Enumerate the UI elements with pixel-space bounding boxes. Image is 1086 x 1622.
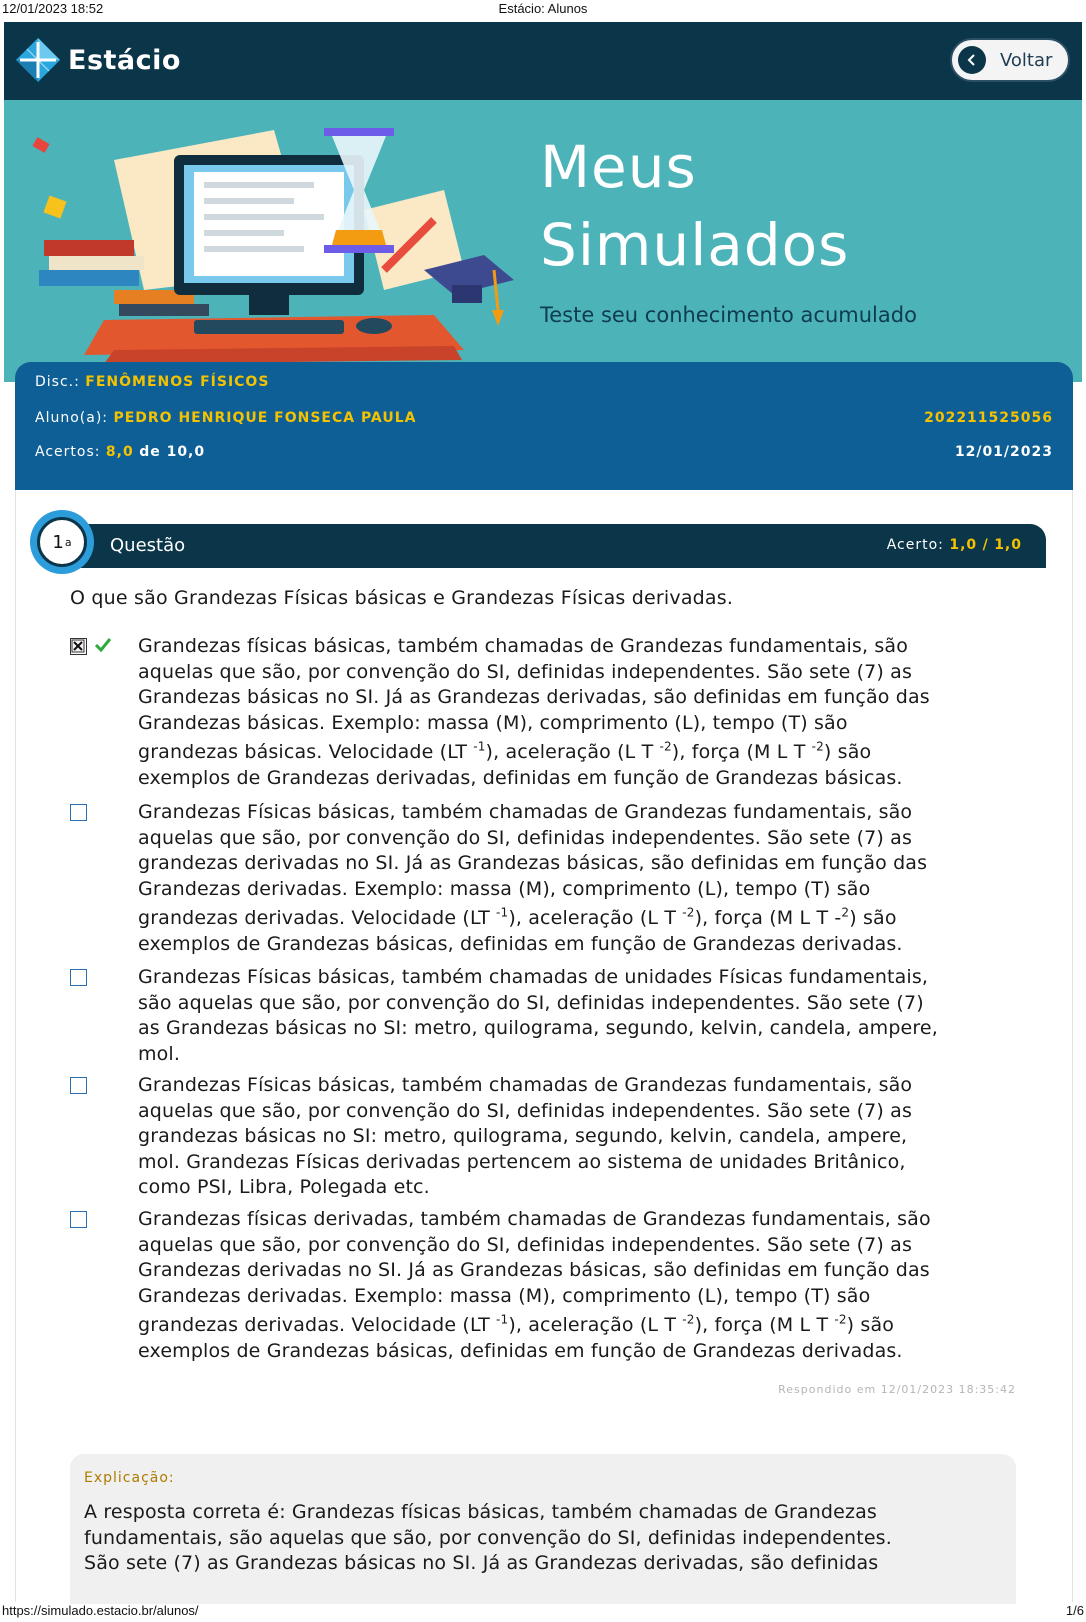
chevron-left-icon [958, 46, 986, 74]
banner-title-line1: Meus [540, 133, 697, 201]
exam-info-panel [15, 362, 1073, 490]
option-line: grandezas derivadas no SI. Já as Grandezas básicas, são definidas em função das [138, 852, 928, 875]
question-number-ordinal: a [64, 535, 72, 549]
explanation-text [84, 1500, 984, 1577]
estacio-logo[interactable] [14, 36, 181, 84]
hits-row [35, 444, 1053, 464]
hits-label: Acertos: [35, 444, 101, 460]
option-line: mol. [138, 1042, 181, 1065]
option-line: Grandezas derivadas. Exemplo: massa (M), comprimento (L), tempo (T) são [138, 877, 871, 900]
discipline-label: Disc.: [35, 374, 80, 390]
correct-check-icon [94, 636, 112, 654]
discipline-value: FENÔMENOS FÍSICOS [85, 374, 270, 390]
back-button[interactable] [950, 38, 1070, 82]
top-bar [4, 22, 1082, 100]
hits-value: 8,0 [105, 444, 134, 460]
checkbox-icon[interactable] [70, 804, 87, 821]
exam-date: 12/01/2023 [954, 444, 1053, 460]
hero-banner [4, 100, 1082, 382]
option-line: Grandezas Físicas básicas, também chamadas de Grandezas fundamentais, são [138, 801, 913, 823]
explanation-line: São sete (7) as Grandezas básicas no SI. Já as Grandezas derivadas, são definidas [84, 1552, 879, 1575]
question-score [887, 537, 1022, 553]
checkbox-icon[interactable] [70, 1211, 87, 1228]
score-value: 1,0 [949, 537, 978, 553]
score-label: Acerto: [886, 537, 944, 553]
study-illustration-icon [24, 120, 524, 370]
discipline-row [35, 374, 1053, 394]
option-line: grandezas básicas no SI: metro, quilograma, segundo, kelvin, candela, ampere, [138, 1125, 908, 1148]
checkbox-icon[interactable] [70, 969, 87, 986]
option-line: como PSI, Libra, Polegada etc. [138, 1176, 430, 1199]
score-total: 1,0 [994, 537, 1022, 553]
answer-option-text [138, 634, 1038, 792]
question-label: Questão [110, 535, 186, 556]
answer-option-text [138, 965, 1038, 1067]
hits-total: de 10,0 [139, 444, 206, 460]
student-label: Aluno(a): [35, 410, 108, 426]
option-line: Grandezas derivadas. Exemplo: massa (M), comprimento (L), tempo (T) são [138, 1284, 871, 1307]
print-footer [0, 1602, 1086, 1622]
estacio-logo-icon [14, 36, 62, 84]
question-header [62, 524, 1046, 568]
option-line: grandezas derivadas. Velocidade (LT $^{-1}$), aceleração (L T $^{-2}$), força (M L T -$^2$) são [138, 906, 897, 930]
option-line: Grandezas físicas derivadas, também chamadas de Grandezas fundamentais, são [138, 1208, 931, 1230]
answer-option-text [138, 800, 1038, 958]
brand-name: Estácio [68, 44, 181, 76]
option-line: são aquelas que são, por convenção do SI, definidas independentes. São sete (7) [138, 991, 924, 1014]
answer-option-text [138, 1073, 1038, 1201]
option-line: Grandezas Físicas básicas, também chamadas de Grandezas fundamentais, são [138, 1074, 913, 1096]
explanation-panel [70, 1454, 1016, 1604]
explanation-line: fundamentais, são aquelas que são, por convenção do SI, definidas independentes. [84, 1526, 892, 1549]
explanation-label: Explicação: [84, 1470, 175, 1486]
explanation-line: A resposta correta é: Grandezas físicas básicas, também chamadas de Grandezas [84, 1501, 877, 1523]
print-page-count: 1/6 [1065, 1603, 1084, 1618]
option-line: aquelas que são, por convenção do SI, definidas independentes. São sete (7) as [138, 826, 913, 849]
option-line: Grandezas básicas. Exemplo: massa (M), comprimento (L), tempo (T) são [138, 711, 848, 734]
option-line: aquelas que são, por convenção do SI, definidas independentes. São sete (7) as [138, 1233, 913, 1256]
banner-title [540, 128, 849, 284]
student-id: 202211525056 [924, 410, 1053, 426]
print-url: https://simulado.estacio.br/alunos/ [2, 1603, 199, 1618]
question-number-value: 1 [52, 531, 64, 553]
selected-checkbox-icon[interactable] [70, 638, 87, 655]
option-line: exemplos de Grandezas básicas, definidas em função de Grandezas derivadas. [138, 1339, 903, 1362]
question-number [37, 517, 87, 567]
print-page-title: Estácio: Alunos [498, 1, 588, 16]
option-line: Grandezas físicas básicas, também chamadas de Grandezas fundamentais, são [138, 635, 908, 657]
student-row [35, 410, 1053, 430]
print-datetime: 12/01/2023 18:52 [2, 1, 104, 16]
option-line: exemplos de Grandezas básicas, definidas em função de Grandezas derivadas. [138, 932, 903, 955]
option-line: exemplos de Grandezas derivadas, definidas em função de Grandezas básicas. [138, 766, 903, 789]
option-line: aquelas que são, por convenção do SI, definidas independentes. São sete (7) as [138, 1099, 913, 1122]
option-line: aquelas que são, por convenção do SI, definidas independentes. São sete (7) as [138, 660, 913, 683]
option-line: Grandezas derivadas no SI. Já as Grandezas básicas, são definidas em função das [138, 1259, 930, 1282]
option-line: mol. Grandezas Físicas derivadas pertencem ao sistema de unidades Britânico, [138, 1150, 906, 1173]
question-text: O que são Grandezas Físicas básicas e Grandezas Físicas derivadas. [70, 587, 734, 609]
option-line: as Grandezas básicas no SI: metro, quilograma, segundo, kelvin, candela, ampere, [138, 1017, 938, 1040]
back-button-label: Voltar [1000, 49, 1053, 71]
option-line: grandezas derivadas. Velocidade (LT $^{-1}$), aceleração (L T $^{-2}$), força (M L T $^{-2}$) são [138, 1313, 895, 1337]
print-header [0, 0, 1086, 20]
question-number-badge [30, 510, 94, 574]
option-line: Grandezas Físicas básicas, também chamadas de unidades Físicas fundamentais, [138, 966, 929, 988]
student-name: PEDRO HENRIQUE FONSECA PAULA [113, 410, 417, 426]
option-line: grandezas básicas. Velocidade (LT $^{-1}$), aceleração (L T $^{-2}$), força (M L T $^{-2}$) são [138, 740, 872, 764]
checkbox-icon[interactable] [70, 1077, 87, 1094]
banner-subtitle: Teste seu conhecimento acumulado [540, 303, 917, 327]
score-separator: / [982, 537, 989, 553]
option-line: Grandezas básicas no SI. Já as Grandezas derivadas, são definidas em função das [138, 686, 930, 709]
answer-option-text [138, 1207, 1038, 1365]
answered-timestamp: Respondido em 12/01/2023 18:35:42 [778, 1383, 1016, 1396]
banner-title-line2: Simulados [540, 211, 850, 279]
